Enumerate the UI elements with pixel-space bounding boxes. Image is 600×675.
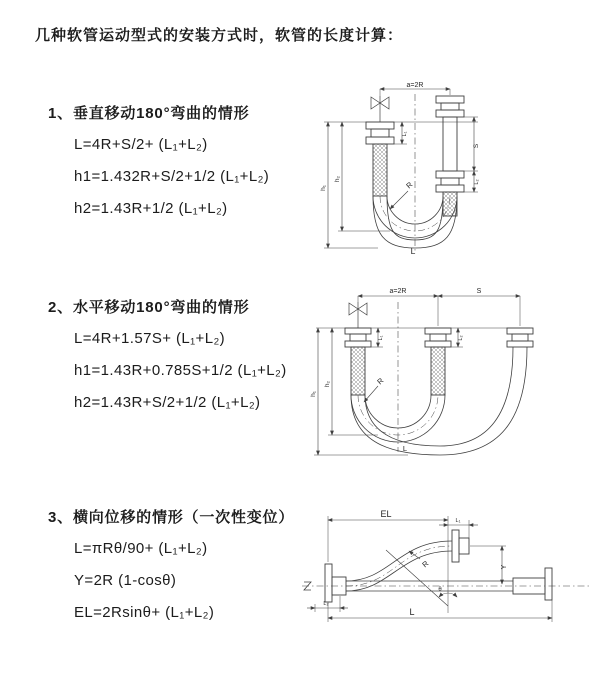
dim-label-theta: θ (438, 587, 442, 593)
dim-label-h2: h₂ (324, 380, 331, 388)
dim-label-l: L (410, 246, 416, 256)
dim-label-l1: L₁ (455, 518, 461, 524)
right-flange (507, 328, 533, 347)
dim-label-l1: L₁ (378, 335, 384, 341)
dim-label-l2: L₂ (474, 179, 480, 185)
braided-hose-section (351, 347, 365, 395)
l-dimension (328, 600, 552, 622)
el-dimension (328, 516, 448, 613)
braided-hose-section (443, 192, 457, 216)
dim-label-l2: L₂ (323, 601, 329, 607)
middle-flange (425, 328, 451, 395)
braided-hose-section (431, 347, 445, 395)
valve-icon (371, 96, 389, 122)
section1-formula-h2: h2=1.43R+1/2 (L₁+L₂) (74, 200, 228, 217)
section1-heading: 1、垂直移动180°弯曲的情形 (48, 105, 250, 122)
page-title: 几种软管运动型式的安装方式时，软管的长度计算： (35, 27, 404, 44)
dim-label-r: R (420, 558, 431, 570)
radius-leader (390, 191, 408, 209)
dim-label-h1: h₁ (310, 391, 317, 397)
dim-label-r: R (375, 375, 386, 387)
valve-icon (349, 302, 367, 328)
dim-label-el: EL (380, 509, 392, 519)
dim-label-l: L (409, 607, 415, 617)
dim-label-l2: L₂ (458, 335, 464, 341)
dim-label-l: L (402, 444, 408, 453)
section-vertical-movement (48, 102, 269, 219)
section3-heading: 3、横向位移的情形（一次性变位） (48, 509, 295, 526)
upper-flange (452, 530, 469, 562)
section3-formula-Y: Y=2R (1-cosθ) (74, 572, 177, 589)
dim-label-h1: h₁ (320, 185, 327, 191)
section2-formula-h1: h1=1.43R+0.785S+1/2 (L₁+L₂) (74, 362, 287, 379)
section1-formula-L: L=4R+S/2+ (L₁+L₂) (74, 136, 208, 153)
section-lateral-displacement (48, 506, 294, 623)
left-flange (366, 122, 394, 196)
dim-label-y: Y (501, 564, 508, 570)
displaced-hose (346, 541, 452, 591)
left-flange (345, 328, 371, 395)
section3-formula-EL: EL=2Rsinθ+ (L₁+L₂) (74, 604, 215, 621)
dim-label-s: S (476, 288, 482, 295)
left-flange (325, 564, 346, 602)
section2-formula-h2: h2=1.43R+S/2+1/2 (L₁+L₂) (74, 394, 261, 411)
dim-label-l1: L₁ (402, 131, 408, 137)
dim-label-s: S (473, 143, 480, 149)
section2-formula-L: L=4R+1.57S+ (L₁+L₂) (74, 330, 226, 347)
diagram-lateral-displacement (298, 498, 598, 653)
radius-leader (364, 386, 378, 402)
dim-label-span: a=2R (389, 288, 407, 295)
diagram-vertical-180-bend (318, 76, 588, 256)
fitting-dimensions (371, 328, 463, 347)
right-flange (513, 568, 552, 600)
radius-leader (409, 551, 420, 559)
section1-formula-h1: h1=1.432R+S/2+1/2 (L₁+L₂) (74, 168, 270, 185)
dim-label-h2: h₂ (334, 175, 341, 183)
section2-heading: 2、水平移动180°弯曲的情形 (48, 299, 250, 316)
top-dimensions (358, 296, 520, 326)
dim-label-span: a=2R (406, 82, 424, 89)
section-horizontal-movement (48, 296, 287, 413)
braided-hose-section (373, 144, 387, 196)
section3-formula-L: L=πRθ/90+ (L₁+L₂) (74, 540, 208, 557)
dim-label-r: R (404, 179, 415, 191)
diagram-horizontal-180-bend (308, 282, 593, 457)
